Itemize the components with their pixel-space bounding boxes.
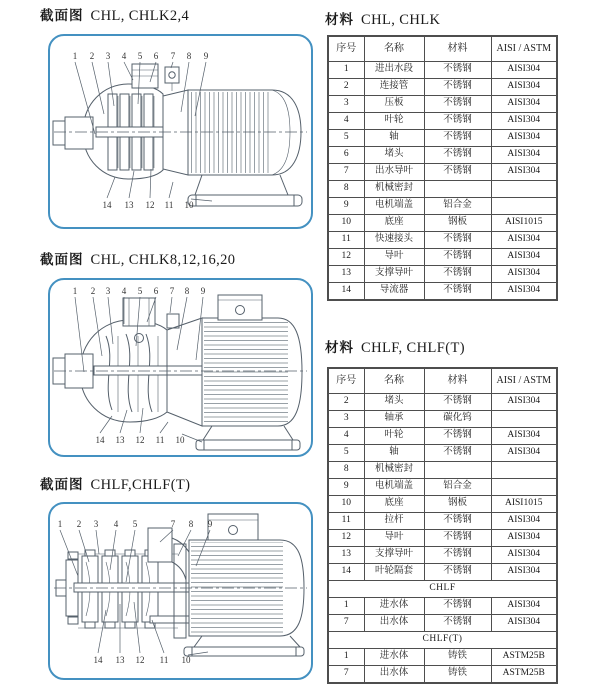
table-cell: 铸铁 (424, 649, 491, 666)
table-row (328, 428, 557, 445)
table-cell: 电机端盖 (364, 479, 424, 496)
table-cell: 快速接头 (364, 232, 424, 249)
table-cell: 7 (328, 666, 364, 684)
table-cell: 堵头 (364, 147, 424, 164)
table-row (328, 496, 557, 513)
material-table-chlf (327, 367, 558, 684)
table-cell: ASTM25B (491, 649, 557, 666)
table-cell: 9 (328, 198, 364, 215)
table-cell: 13 (328, 266, 364, 283)
table-row (328, 113, 557, 130)
table-cell: AISI304 (491, 530, 557, 547)
table-cell: 12 (328, 530, 364, 547)
callout-number: 10 (181, 655, 191, 665)
table-cell: AISI304 (491, 445, 557, 462)
callout-number: 7 (170, 519, 176, 529)
table-cell: 不锈钢 (424, 232, 491, 249)
table-cell: 9 (328, 479, 364, 496)
table-cell (491, 462, 557, 479)
table-cell: 5 (328, 445, 364, 462)
table-cell (491, 181, 557, 198)
table-row (328, 215, 557, 232)
table-cell: 钢板 (424, 215, 491, 232)
table-cell: AISI304 (491, 249, 557, 266)
callout-number: 11 (155, 435, 165, 445)
table-cell: 机械密封 (364, 462, 424, 479)
table-cell: ASTM25B (491, 666, 557, 684)
section-row-label: CHLF (328, 581, 557, 598)
table-cell: 出水体 (364, 615, 424, 632)
callout-number: 12 (135, 655, 145, 665)
pump-cross-section-drawing-1 (50, 36, 311, 227)
table-cell: 不锈钢 (424, 62, 491, 79)
table-row (328, 249, 557, 266)
column-header: AISI / ASTM (491, 36, 557, 62)
table-cell (491, 411, 557, 428)
table-row (328, 513, 557, 530)
callout-number: 3 (105, 51, 111, 61)
callout-number: 9 (207, 519, 213, 529)
table-row (328, 164, 557, 181)
callout-number: 13 (115, 655, 125, 665)
diagram3-title-zh: 截面图 (40, 477, 84, 493)
table-cell: 5 (328, 130, 364, 147)
callout-number: 3 (93, 519, 99, 529)
table-row (328, 615, 557, 632)
table-row (328, 632, 557, 649)
callout-number: 10 (175, 435, 185, 445)
table-cell: 12 (328, 249, 364, 266)
table-cell: 不锈钢 (424, 79, 491, 96)
table-cell: 进水体 (364, 598, 424, 615)
callout-number: 13 (115, 435, 125, 445)
diagram-chl-chlk24 (48, 34, 313, 229)
table-cell: AISI304 (491, 164, 557, 181)
table-cell: 不锈钢 (424, 283, 491, 301)
table-cell: 叶轮 (364, 428, 424, 445)
table-row (328, 530, 557, 547)
material-table2-title (325, 340, 465, 356)
callout-number: 6 (153, 51, 159, 61)
material-table1-title-en: CHL, CHLK (361, 12, 441, 28)
callout-number: 7 (170, 51, 176, 61)
table-cell: 不锈钢 (424, 598, 491, 615)
table-cell: 铝合金 (424, 479, 491, 496)
diagram1-title-zh: 截面图 (40, 8, 84, 24)
callout-number: 1 (57, 519, 63, 529)
table-cell: 不锈钢 (424, 394, 491, 411)
table-cell: AISI304 (491, 232, 557, 249)
table-cell: AISI304 (491, 113, 557, 130)
pump-cross-section-drawing-3 (50, 504, 311, 678)
table-cell: AISI304 (491, 147, 557, 164)
table-cell: 轴 (364, 130, 424, 147)
table-row (328, 147, 557, 164)
callout-number: 14 (95, 435, 105, 445)
table-cell: 不锈钢 (424, 547, 491, 564)
table-cell: 不锈钢 (424, 249, 491, 266)
table-cell: 不锈钢 (424, 513, 491, 530)
table-cell: 不锈钢 (424, 530, 491, 547)
table-row (328, 411, 557, 428)
column-header: 序号 (328, 36, 364, 62)
callout-number: 5 (137, 51, 143, 61)
table-cell: AISI304 (491, 62, 557, 79)
callout-number: 14 (93, 655, 103, 665)
material-table1-title (325, 12, 440, 28)
table-cell: 进出水段 (364, 62, 424, 79)
table-cell: 进水体 (364, 649, 424, 666)
callout-number: 1 (72, 51, 78, 61)
callout-number: 12 (145, 200, 155, 210)
material-table2-title-en: CHLF, CHLF(T) (361, 340, 465, 356)
table-cell (424, 462, 491, 479)
table-cell: AISI304 (491, 547, 557, 564)
callout-number: 1 (72, 286, 78, 296)
callout-number: 2 (76, 519, 82, 529)
table-row (328, 598, 557, 615)
table-cell: 13 (328, 547, 364, 564)
table-row (328, 283, 557, 301)
callout-number: 7 (169, 286, 175, 296)
table-cell: 7 (328, 615, 364, 632)
table-cell: AISI304 (491, 513, 557, 530)
table-cell: AISI304 (491, 266, 557, 283)
callout-number: 4 (121, 286, 127, 296)
table-cell: 连接管 (364, 79, 424, 96)
table-cell: AISI1015 (491, 215, 557, 232)
diagram2-title-zh: 截面图 (40, 252, 84, 268)
callout-number: 9 (203, 51, 209, 61)
table-cell: 出水导叶 (364, 164, 424, 181)
table-cell: 钢板 (424, 496, 491, 513)
table-cell: AISI1015 (491, 496, 557, 513)
callout-number: 11 (159, 655, 169, 665)
table-row (328, 96, 557, 113)
table-cell: 11 (328, 513, 364, 530)
table-cell: 支撑导叶 (364, 266, 424, 283)
callout-number: 10 (184, 200, 194, 210)
table-cell: 碳化钨 (424, 411, 491, 428)
table-cell: 2 (328, 79, 364, 96)
table-cell: 1 (328, 598, 364, 615)
table-cell: AISI304 (491, 598, 557, 615)
diagram2-title-en: CHL, CHLK8,12,16,20 (90, 252, 236, 268)
table-cell: 不锈钢 (424, 96, 491, 113)
table-cell: 2 (328, 394, 364, 411)
callout-number: 6 (153, 286, 159, 296)
table-cell: 叶轮 (364, 113, 424, 130)
table-row (328, 79, 557, 96)
table-cell: 10 (328, 496, 364, 513)
table-row (328, 666, 557, 684)
table-cell: AISI304 (491, 96, 557, 113)
table-cell: 支撑导叶 (364, 547, 424, 564)
table-cell: 铸铁 (424, 666, 491, 684)
table-cell: 3 (328, 411, 364, 428)
table-cell: 电机端盖 (364, 198, 424, 215)
table-cell: 轴承 (364, 411, 424, 428)
callout-number: 8 (186, 51, 192, 61)
table-cell: 叶轮隔套 (364, 564, 424, 581)
callout-number: 11 (164, 200, 174, 210)
table-cell: 不锈钢 (424, 266, 491, 283)
callout-number: 4 (113, 519, 119, 529)
table-cell: 压板 (364, 96, 424, 113)
table-row (328, 462, 557, 479)
table-cell: 机械密封 (364, 181, 424, 198)
table-cell: 导流器 (364, 283, 424, 301)
table-cell: 1 (328, 62, 364, 79)
table-cell: 轴 (364, 445, 424, 462)
callout-number: 2 (90, 286, 96, 296)
table-row (328, 394, 557, 411)
table-row (328, 181, 557, 198)
callout-number: 14 (102, 200, 112, 210)
table-cell: 不锈钢 (424, 428, 491, 445)
table-cell: 不锈钢 (424, 615, 491, 632)
table-cell: 6 (328, 147, 364, 164)
table-row (328, 581, 557, 598)
diagram1-title (40, 8, 189, 24)
table-cell: AISI304 (491, 615, 557, 632)
table-cell: 11 (328, 232, 364, 249)
table-row (328, 198, 557, 215)
table-cell (424, 181, 491, 198)
table-cell (491, 479, 557, 496)
callout-number: 12 (135, 435, 145, 445)
table-cell: 不锈钢 (424, 164, 491, 181)
callout-number: 8 (184, 286, 190, 296)
diagram-chlf (48, 502, 313, 680)
table-cell: 3 (328, 96, 364, 113)
diagram3-title (40, 477, 190, 493)
table-cell: 14 (328, 283, 364, 301)
table-cell: AISI304 (491, 283, 557, 301)
table-cell: 底座 (364, 215, 424, 232)
diagram1-title-en: CHL, CHLK2,4 (90, 8, 190, 24)
material-table2-title-zh: 材料 (325, 340, 354, 356)
table-cell: 10 (328, 215, 364, 232)
table-row (328, 479, 557, 496)
column-header: AISI / ASTM (491, 368, 557, 394)
pump-cross-section-drawing-2 (50, 280, 311, 455)
callout-number: 8 (188, 519, 194, 529)
table-cell: 7 (328, 164, 364, 181)
section-row-label: CHLF(T) (328, 632, 557, 649)
column-header: 材料 (424, 368, 491, 394)
column-header: 名称 (364, 368, 424, 394)
table-cell: 8 (328, 462, 364, 479)
table-cell: 不锈钢 (424, 445, 491, 462)
table-cell (491, 198, 557, 215)
table-cell: 堵头 (364, 394, 424, 411)
table-cell: 1 (328, 649, 364, 666)
column-header: 材料 (424, 36, 491, 62)
column-header: 名称 (364, 36, 424, 62)
table-row (328, 564, 557, 581)
table-cell: 14 (328, 564, 364, 581)
table-cell: 不锈钢 (424, 564, 491, 581)
callout-number: 4 (121, 51, 127, 61)
callout-number: 5 (132, 519, 138, 529)
table-row (328, 266, 557, 283)
callout-number: 3 (105, 286, 111, 296)
table-cell: AISI304 (491, 564, 557, 581)
table-cell: 底座 (364, 496, 424, 513)
diagram3-title-en: CHLF,CHLF(T) (90, 477, 191, 493)
table-cell: AISI304 (491, 79, 557, 96)
table-row (328, 232, 557, 249)
table-row (328, 445, 557, 462)
table-row (328, 649, 557, 666)
callout-number: 9 (200, 286, 206, 296)
table-row (328, 62, 557, 79)
callout-number: 13 (124, 200, 134, 210)
table-cell: 出水体 (364, 666, 424, 684)
table-cell: AISI304 (491, 130, 557, 147)
diagram-chl-chlk8-20 (48, 278, 313, 457)
callout-number: 2 (89, 51, 95, 61)
table-cell: 拉杆 (364, 513, 424, 530)
table-row (328, 547, 557, 564)
material-table-chl-chlk (327, 35, 558, 301)
callout-number: 5 (137, 286, 143, 296)
table-cell: 铝合金 (424, 198, 491, 215)
table-header-row (328, 36, 557, 62)
table-cell: AISI304 (491, 428, 557, 445)
table-cell: AISI304 (491, 394, 557, 411)
material-table1-title-zh: 材料 (325, 12, 354, 28)
table-cell: 不锈钢 (424, 130, 491, 147)
table-cell: 导叶 (364, 530, 424, 547)
table-cell: 4 (328, 113, 364, 130)
table-row (328, 130, 557, 147)
table-cell: 不锈钢 (424, 113, 491, 130)
table-header-row (328, 368, 557, 394)
column-header: 序号 (328, 368, 364, 394)
table-cell: 不锈钢 (424, 147, 491, 164)
table-cell: 8 (328, 181, 364, 198)
table-cell: 导叶 (364, 249, 424, 266)
diagram2-title (40, 252, 235, 268)
table-cell: 4 (328, 428, 364, 445)
